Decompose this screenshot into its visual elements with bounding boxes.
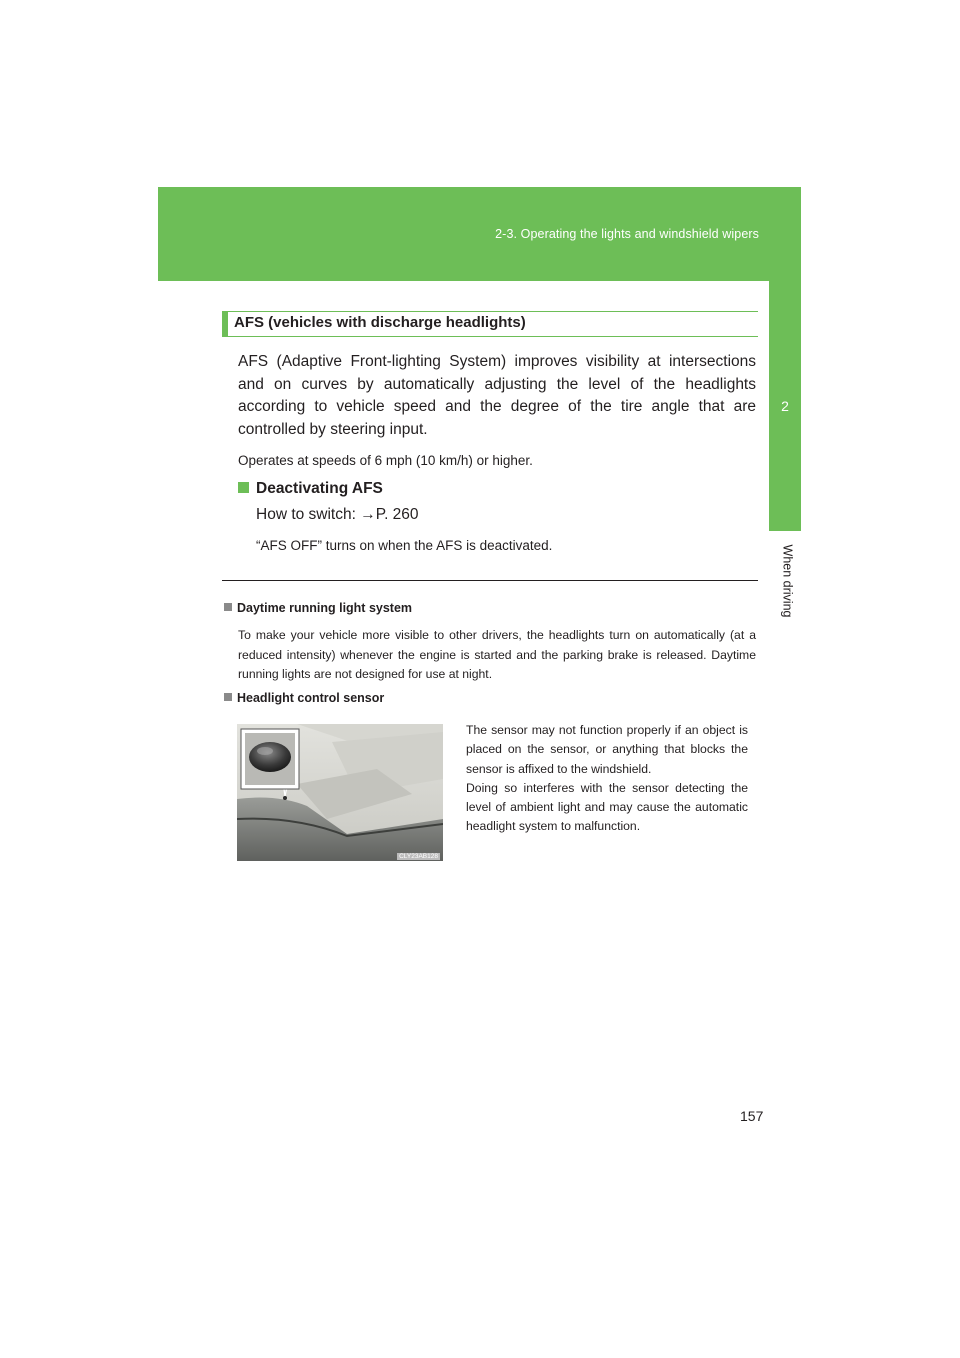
hcs-title: Headlight control sensor: [237, 691, 385, 705]
square-bullet-icon: [238, 482, 249, 493]
afs-intro-paragraph: AFS (Adaptive Front-lighting System) improves visibility at intersections and on curves by automatically adjusting the level of the headlights according to vehicle speed and the degree of the tire angle that are controlled by steering input.: [238, 353, 756, 438]
chapter-side-tab: [769, 281, 801, 531]
afs-off-note: “AFS OFF” turns on when the AFS is deactivated.: [256, 538, 553, 553]
hcs-paragraph-1: The sensor may not function properly if an object is placed on the sensor, or anything that blocks the sensor is affixed to the windshield.: [466, 723, 748, 776]
afs-speed-note: Operates at speeds of 6 mph (10 km/h) or higher.: [238, 453, 533, 468]
section-divider: [222, 580, 758, 581]
sensor-location-image: [237, 724, 443, 861]
drl-heading: [224, 601, 412, 615]
chapter-side-label-text: When driving: [780, 544, 795, 618]
small-square-bullet-icon: [224, 603, 232, 611]
chapter-header-band: [158, 187, 801, 281]
chapter-section-title: 2-3. Operating the lights and windshield wipers: [495, 227, 759, 241]
small-square-bullet-icon: [224, 693, 232, 701]
section-title: AFS (vehicles with discharge headlights): [234, 314, 526, 331]
chapter-number: 2: [781, 398, 789, 414]
section-heading-bar: [222, 311, 758, 337]
image-code-label: CLY23AB128: [399, 853, 438, 860]
drl-paragraph: To make your vehicle more visible to other drivers, the headlights turn on automatically (at a reduced intensity) whenever the engine is started and the parking brake is released. Daytime running lights are not designed for use at night.: [238, 628, 756, 681]
section-heading-accent: [222, 311, 228, 337]
subsection-title: Deactivating AFS: [256, 480, 383, 497]
page-reference-link[interactable]: How to switch: →P. 260: [256, 506, 419, 523]
dashboard-windshield-illustration: [237, 724, 443, 861]
hcs-paragraph-2: Doing so interferes with the sensor detecting the level of ambient light and may cause the automatic headlight system to malfunction.: [466, 780, 748, 834]
hcs-heading: [224, 691, 384, 705]
drl-title: Daytime running light system: [237, 601, 413, 615]
subsection-heading: [238, 480, 383, 498]
chapter-side-label: [751, 545, 823, 617]
page-number: 157: [740, 1108, 764, 1124]
hcs-description: [466, 721, 748, 837]
